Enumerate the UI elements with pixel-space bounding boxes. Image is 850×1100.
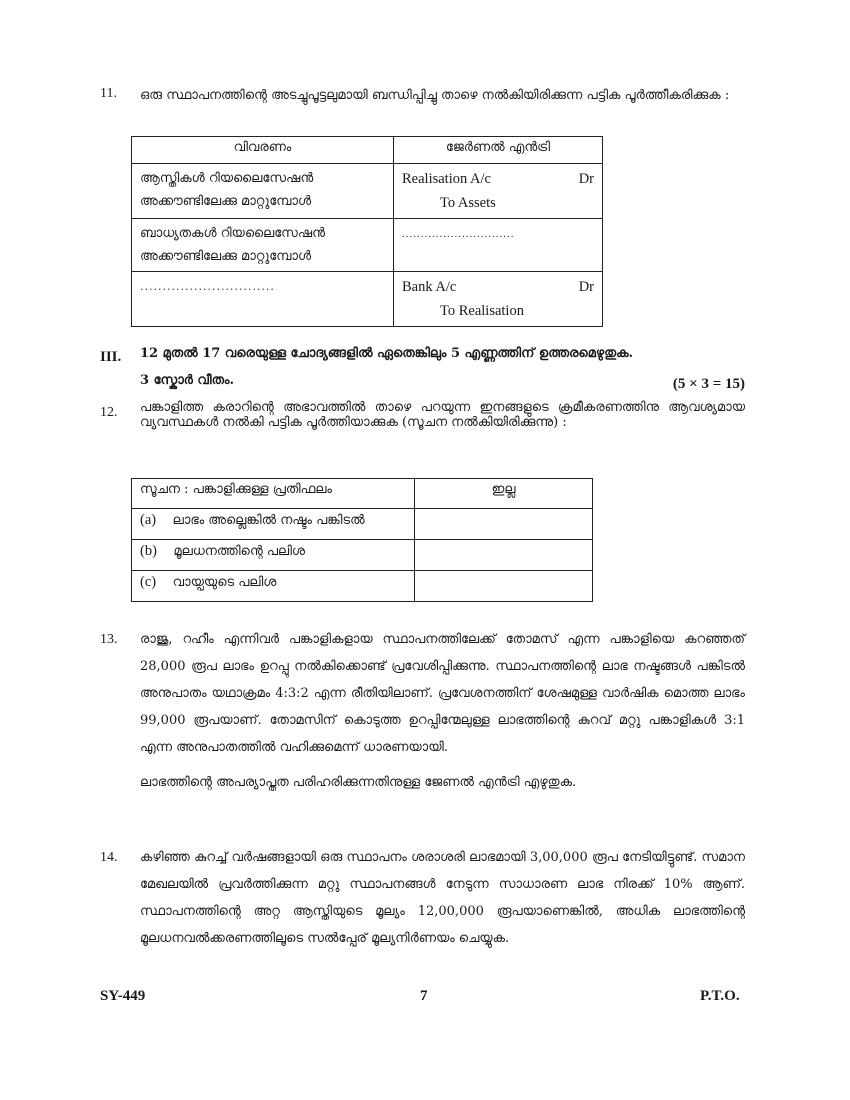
q12-row-a-text: ലാഭം അല്ലെങ്കിൽ നഷ്ടം പങ്കിടൽ (172, 513, 365, 528)
q11-row3-entry (394, 272, 603, 327)
q11-row1-desc: ആസ്തികൾ റിയലൈസേഷൻ അക്കൗണ്ടിലേക്കു മാറ്റുമ്പോൾ (132, 164, 394, 219)
q11-row3-dr: Dr (578, 279, 594, 295)
q12-text: പങ്കാളിത്ത കരാറിന്റെ അഭാവത്തിൽ താഴെ പറയുന്ന ഇനങ്ങളുടെ ക്രമീകരണത്തിനു ആവശ്യമായ വ്യവസ്ഥകൾ നൽകി പട്ടിക പൂർത്തിയാക്കുക (സൂചന നൽകിയിരിക്കുന്നു) : (140, 400, 745, 430)
footer-code: SY-449 (100, 988, 146, 1004)
q12-row-c-answer[interactable] (415, 571, 593, 602)
q13-paragraph-1: രാജു, റഹീം എന്നിവർ പങ്കാളികളായ സ്ഥാപനത്തിലേക്ക് തോമസ് എന്ന പങ്കാളിയെ കറഞ്ഞത് 28,000 രൂപ ലാഭം ഉറപ്പു നൽകിക്കൊണ്ട് പ്രവേശിപ്പിക്കുന്നു. സ്ഥാപനത്തിന്റെ ലാഭ നഷ്ടങ്ങൾ പങ്കിടൽ അനുപാതം യഥാക്രമം 4:3:2 എന്ന രീതിയിലാണ്. പ്രവേശനത്തിന് ശേഷമുള്ള വാർഷിക മൊത്ത ലാഭം 99,000 രൂപയാണ്. തോമസിന് കൊടുത്ത ഉറപ്പിന്മേലുള്ള ലാഭത്തിന്റെ കുറവ് മറ്റു പങ്കാളികൾ 3:1 എന്ന അനുപാതത്തിൽ വഹിക്കുമെന്ന് ധാരണയായി. (140, 632, 745, 755)
q13-number: 13. (100, 632, 118, 647)
q12-row-b-answer[interactable] (415, 540, 593, 571)
q11-row2-desc: ബാധ്യതകൾ റിയലൈസേഷൻ അക്കൗണ്ടിലേക്കു മാറ്റുമ്പോൾ (132, 219, 394, 272)
q14-number: 14. (100, 850, 118, 865)
q12-header-hint: സൂചന : പങ്കാളിക്കുള്ള പ്രതിഫലം (132, 479, 415, 509)
q11-text: ഒരു സ്ഥാപനത്തിന്റെ അടച്ചുപൂട്ടലുമായി ബന്ധിപ്പിച്ചു താഴെ നൽകിയിരിക്കുന്ന പട്ടിക പൂർത്തീകരിക്കുക : (140, 88, 730, 103)
q13-paragraph-2: ലാഭത്തിന്റെ അപര്യാപ്തത പരിഹരിക്കുന്നതിനുള്ള ജേണൽ എൻട്രി എഴുതുക. (140, 775, 577, 790)
footer-pto: P.T.O. (700, 988, 740, 1004)
q12-row-c-label: (c) (140, 574, 157, 590)
q12-row-b-label: (b) (140, 543, 157, 559)
q11-number: 11. (100, 86, 117, 101)
q12-row-a-answer[interactable] (415, 509, 593, 540)
q12-row-c-text: വായ്പയുടെ പലിശ (172, 575, 277, 590)
q12-row-b-text: മൂലധനത്തിന്റെ പലിശ (173, 544, 306, 559)
section-3-number: III. (100, 349, 122, 365)
section-3-marks: (5 × 3 = 15) (672, 376, 745, 392)
q14-text: കഴിഞ്ഞ കുറച്ച് വർഷങ്ങളായി ഒരു സ്ഥാപനം ശരാശരി ലാഭമായി 3,00,000 രൂപ നേടിയിട്ടുണ്ട്. സമാന മേഖലയിൽ പ്രവർത്തിക്കുന്ന മറ്റു സ്ഥാപനങ്ങൾ നേടുന്ന സാധാരണ ലാഭ നിരക്ക് 10% ആണ്. സ്ഥാപനത്തിന്റെ അറ്റ ആസ്തിയുടെ മൂല്യം 12,00,000 രൂപയാണെങ്കിൽ, അധിക ലാഭത്തിന്റെ മൂലധനവൽക്കരണത്തിലൂടെ സൽപ്പേര് മൂല്യനിർണയം ചെയ്യുക. (140, 850, 745, 946)
q11-row1-entry-line1: Realisation A/c (402, 171, 491, 187)
q12-number: 12. (100, 405, 118, 420)
q11-row3-desc: .............................. (132, 272, 394, 327)
q11-row3-entry-line2: To Realisation (440, 303, 524, 319)
q11-row3-entry-line1: Bank A/c (402, 279, 457, 295)
q12-row-a-label: (a) (140, 512, 157, 528)
q11-row1-entry (394, 164, 603, 219)
q11-row1-entry-line2: To Assets (440, 195, 496, 211)
section-3-score: 3 സ്കോർ വീതം. (140, 373, 235, 388)
q11-row2-entry: .............................. (394, 219, 603, 272)
q11-header-journal: ജേർണൽ എൻട്രി (394, 137, 603, 164)
q11-table (131, 136, 603, 327)
q11-header-description: വിവരണം (132, 137, 394, 164)
q12-header-none: ഇല്ല (415, 479, 593, 509)
q11-row1-dr: Dr (578, 171, 594, 187)
q12-table (131, 478, 593, 602)
footer-page-number: 7 (420, 988, 428, 1004)
q13-text (140, 626, 745, 796)
q12-row-b (132, 540, 415, 571)
q12-row-a (132, 509, 415, 540)
q12-row-c (132, 571, 415, 602)
section-3-instruction: 12 മുതൽ 17 വരെയുള്ള ചോദ്യങ്ങളിൽ ഏതെങ്കിലും 5 എണ്ണത്തിന് ഉത്തരമെഴുതുക. (140, 346, 634, 361)
